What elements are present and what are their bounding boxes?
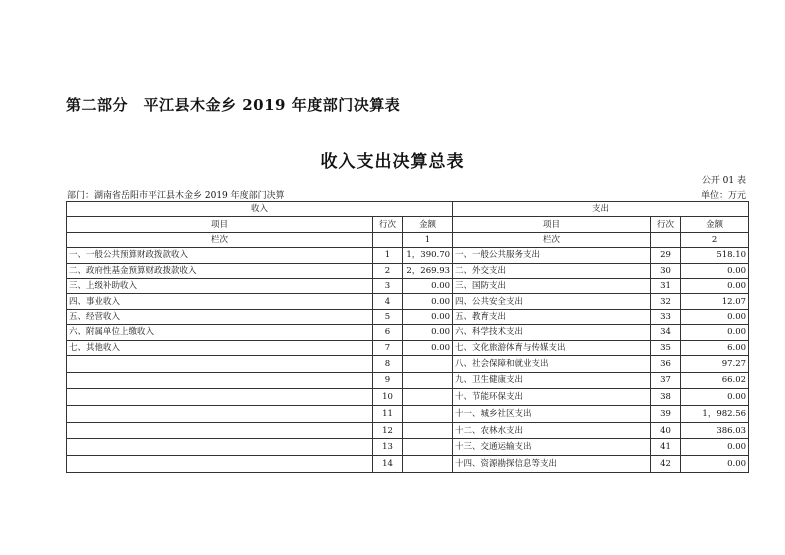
income-row-no-cell: 3 xyxy=(373,278,403,293)
expense-row-no-cell: 31 xyxy=(651,278,681,293)
expense-item-cell: 十四、资源勘探信息等支出 xyxy=(453,456,651,473)
expense-item-cell: 四、公共安全支出 xyxy=(453,294,651,309)
expense-header: 支出 xyxy=(453,202,749,217)
expense-rowno-header: 行次 xyxy=(651,217,681,232)
income-row-no-cell: 9 xyxy=(373,372,403,389)
income-item-cell: 三、上级补助收入 xyxy=(67,278,373,293)
income-header: 收入 xyxy=(67,202,453,217)
expense-item-cell: 八、社会保障和就业支出 xyxy=(453,355,651,372)
income-item-cell: 五、经营收入 xyxy=(67,309,373,324)
expense-item-cell: 七、文化旅游体育与传媒支出 xyxy=(453,340,651,355)
income-amount-header: 金额 xyxy=(403,217,453,232)
department-label: 部门：湖南省岳阳市平江县木金乡 2019 年度部门决算 xyxy=(67,191,285,201)
expense-amount-cell: 6.00 xyxy=(681,340,749,355)
expense-amount-cell: 12.07 xyxy=(681,294,749,309)
expense-row-no-cell: 34 xyxy=(651,325,681,340)
income-row-no-cell: 6 xyxy=(373,325,403,340)
expense-amount-cell: 0.00 xyxy=(681,278,749,293)
table-row xyxy=(67,278,749,293)
expense-item-cell: 三、国防支出 xyxy=(453,278,651,293)
expense-row-no-cell: 30 xyxy=(651,263,681,278)
income-row-no-cell: 14 xyxy=(373,456,403,473)
unit-label: 单位：万元 xyxy=(700,191,746,201)
income-amount-cell xyxy=(403,439,453,456)
income-amount-cell: 0.00 xyxy=(403,309,453,324)
income-amount-cell xyxy=(403,422,453,439)
income-row-no-cell: 5 xyxy=(373,309,403,324)
income-row-no-cell: 13 xyxy=(373,439,403,456)
table-row xyxy=(67,355,749,372)
expense-row-no-cell: 42 xyxy=(651,456,681,473)
table-header-row xyxy=(67,232,749,247)
expense-item-header: 项目 xyxy=(453,217,651,232)
income-row-no-cell: 8 xyxy=(373,355,403,372)
income-amount-cell: 1，390.70 xyxy=(403,248,453,263)
part-title: 第二部分 平江县木金乡 2019 年度部门决算表 xyxy=(66,96,401,114)
expense-row-no-cell: 41 xyxy=(651,439,681,456)
income-item-cell xyxy=(67,439,373,456)
expense-amount-cell: 0.00 xyxy=(681,456,749,473)
table-row xyxy=(67,294,749,309)
expense-item-cell: 十一、城乡社区支出 xyxy=(453,405,651,422)
table-row xyxy=(67,456,749,473)
income-amount-cell: 0.00 xyxy=(403,278,453,293)
income-item-cell: 七、其他收入 xyxy=(67,340,373,355)
expense-item-cell: 十、节能环保支出 xyxy=(453,389,651,406)
income-amount-cell xyxy=(403,456,453,473)
income-item-cell: 六、附属单位上缴收入 xyxy=(67,325,373,340)
income-amount-cell: 0.00 xyxy=(403,325,453,340)
expense-amount-cell: 0.00 xyxy=(681,309,749,324)
income-amount-cell xyxy=(403,405,453,422)
income-row-no-cell: 1 xyxy=(373,248,403,263)
table-header-row xyxy=(67,217,749,232)
income-row-no-cell: 7 xyxy=(373,340,403,355)
expense-col-label: 栏次 xyxy=(453,232,651,247)
table-row xyxy=(67,340,749,355)
table-row xyxy=(67,389,749,406)
income-col-no: 1 xyxy=(403,232,453,247)
expense-amount-cell: 386.03 xyxy=(681,422,749,439)
table-row xyxy=(67,405,749,422)
expense-amount-cell: 0.00 xyxy=(681,263,749,278)
income-row-no-cell: 11 xyxy=(373,405,403,422)
income-item-cell xyxy=(67,372,373,389)
expense-item-cell: 一、一般公共服务支出 xyxy=(453,248,651,263)
expense-amount-cell: 0.00 xyxy=(681,325,749,340)
income-amount-cell xyxy=(403,355,453,372)
table-row xyxy=(67,263,749,278)
income-amount-cell xyxy=(403,372,453,389)
income-amount-cell: 0.00 xyxy=(403,294,453,309)
expense-amount-cell: 0.00 xyxy=(681,439,749,456)
expense-amount-cell: 66.02 xyxy=(681,372,749,389)
income-item-cell xyxy=(67,422,373,439)
expense-item-cell: 二、外交支出 xyxy=(453,263,651,278)
expense-row-no-cell: 29 xyxy=(651,248,681,263)
expense-row-no-cell: 35 xyxy=(651,340,681,355)
income-item-cell: 四、事业收入 xyxy=(67,294,373,309)
expense-amount-cell: 97.27 xyxy=(681,355,749,372)
table-row xyxy=(67,372,749,389)
income-row-no-cell: 4 xyxy=(373,294,403,309)
income-amount-cell xyxy=(403,389,453,406)
table-header-row xyxy=(67,202,749,217)
expense-amount-header: 金额 xyxy=(681,217,749,232)
form-code: 公开 01 表 xyxy=(701,176,746,186)
expense-rowno-blank xyxy=(651,232,681,247)
expense-item-cell: 十三、交通运输支出 xyxy=(453,439,651,456)
table-row xyxy=(67,309,749,324)
income-item-header: 项目 xyxy=(67,217,373,232)
table-row xyxy=(67,248,749,263)
expense-item-cell: 十二、农林水支出 xyxy=(453,422,651,439)
income-item-cell xyxy=(67,389,373,406)
income-row-no-cell: 10 xyxy=(373,389,403,406)
expense-row-no-cell: 32 xyxy=(651,294,681,309)
income-row-no-cell: 12 xyxy=(373,422,403,439)
income-rowno-header: 行次 xyxy=(373,217,403,232)
income-row-no-cell: 2 xyxy=(373,263,403,278)
expense-item-cell: 六、科学技术支出 xyxy=(453,325,651,340)
table-row xyxy=(67,439,749,456)
expense-row-no-cell: 38 xyxy=(651,389,681,406)
expense-amount-cell: 0.00 xyxy=(681,389,749,406)
table-row xyxy=(67,422,749,439)
expense-item-cell: 九、卫生健康支出 xyxy=(453,372,651,389)
income-item-cell: 一、一般公共预算财政拨款收入 xyxy=(67,248,373,263)
expense-row-no-cell: 40 xyxy=(651,422,681,439)
income-item-cell: 二、政府性基金预算财政拨款收入 xyxy=(67,263,373,278)
expense-item-cell: 五、教育支出 xyxy=(453,309,651,324)
expense-row-no-cell: 39 xyxy=(651,405,681,422)
expense-row-no-cell: 36 xyxy=(651,355,681,372)
income-amount-cell: 0.00 xyxy=(403,340,453,355)
page-title: 收入支出决算总表 xyxy=(320,152,465,172)
expense-col-no: 2 xyxy=(681,232,749,247)
expense-row-no-cell: 37 xyxy=(651,372,681,389)
income-expense-table xyxy=(66,201,749,473)
income-item-cell xyxy=(67,405,373,422)
income-col-label: 栏次 xyxy=(67,232,373,247)
expense-amount-cell: 518.10 xyxy=(681,248,749,263)
income-amount-cell: 2，269.93 xyxy=(403,263,453,278)
expense-amount-cell: 1，982.56 xyxy=(681,405,749,422)
income-item-cell xyxy=(67,355,373,372)
table-row xyxy=(67,325,749,340)
expense-row-no-cell: 33 xyxy=(651,309,681,324)
income-rowno-blank xyxy=(373,232,403,247)
income-item-cell xyxy=(67,456,373,473)
